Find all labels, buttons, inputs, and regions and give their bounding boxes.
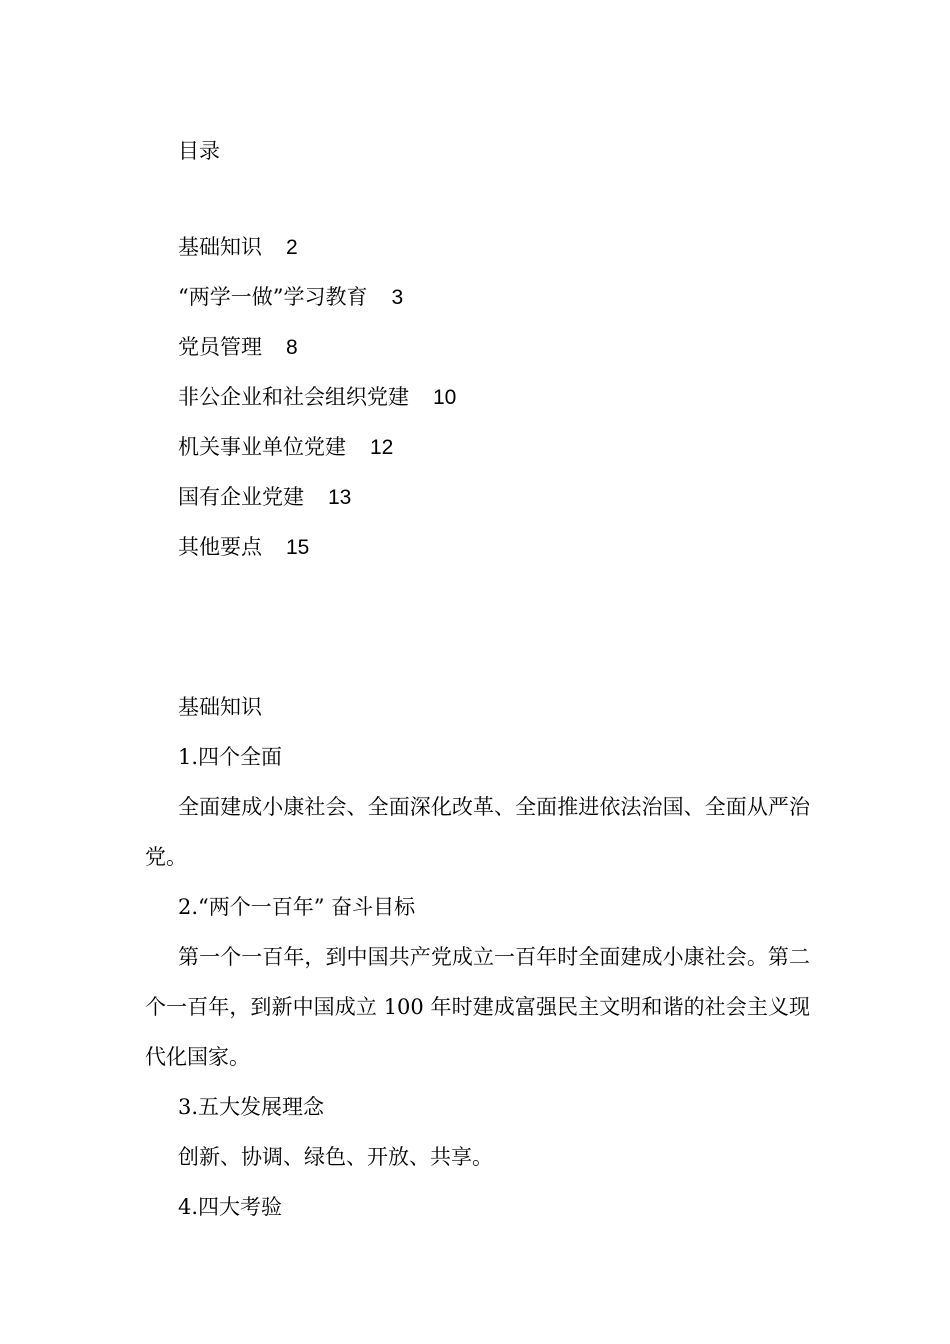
toc-item-other[interactable] (178, 532, 456, 582)
item-heading: 2.“两个一百年” 奋斗目标 (178, 895, 416, 919)
table-of-contents (178, 232, 456, 582)
item-heading: 3.五大发展理念 (178, 1095, 325, 1119)
toc-item-state-enterprises[interactable] (178, 482, 456, 532)
toc-item-label: “两学一做”学习教育 (178, 285, 368, 309)
toc-item-label: 非公企业和社会组织党建 (178, 385, 409, 409)
document-body (145, 682, 810, 1232)
toc-item-page: 12 (370, 436, 394, 459)
toc-item-label: 基础知识 (178, 235, 262, 259)
toc-item-two-studies[interactable] (178, 282, 456, 332)
toc-item-page: 10 (433, 386, 457, 409)
toc-item-page: 2 (286, 236, 298, 259)
toc-title: 目录 (178, 139, 220, 163)
toc-item-non-public[interactable] (178, 382, 456, 432)
toc-item-member-management[interactable] (178, 332, 456, 382)
paragraph: 创新、协调、绿色、开放、共享。 (178, 1145, 493, 1169)
item-heading: 1.四个全面 (178, 745, 283, 769)
toc-item-label: 其他要点 (178, 535, 262, 559)
toc-item-page: 8 (286, 336, 298, 359)
section-heading: 基础知识 (178, 695, 262, 719)
toc-item-page: 13 (328, 486, 352, 509)
toc-item-label: 党员管理 (178, 335, 262, 359)
toc-item-label: 机关事业单位党建 (178, 435, 346, 459)
item-heading: 4.四大考验 (178, 1195, 283, 1219)
toc-item-page: 3 (391, 286, 404, 309)
toc-item-institutions[interactable] (178, 432, 456, 482)
paragraph: 全面建成小康社会、全面深化改革、全面推进依法治国、全面从严治党。 (145, 795, 810, 869)
toc-item-label: 国有企业党建 (178, 485, 304, 509)
toc-item-page: 15 (286, 536, 310, 559)
toc-item-basics[interactable] (178, 232, 456, 282)
paragraph: 第一个一百年，到中国共产党成立一百年时全面建成小康社会。第二个一百年，到新中国成立 100 年时建成富强民主文明和谐的社会主义现代化国家。 (145, 945, 810, 1069)
